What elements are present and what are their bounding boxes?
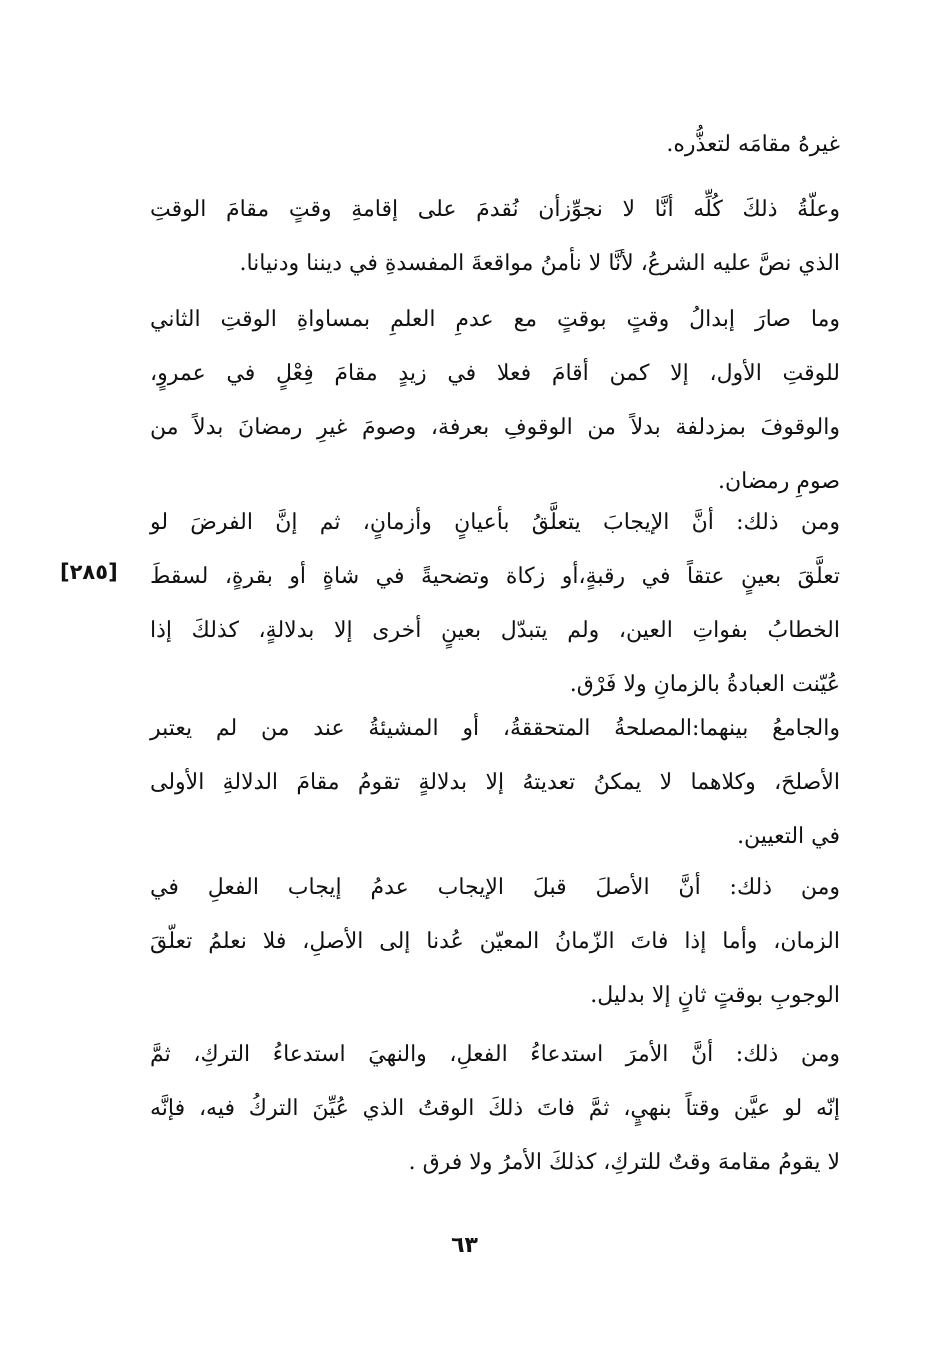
text-line: الخطابُ بفواتِ العين، ولم يتبدّل بعينٍ أخرى إلا بدلالةٍ، كذلكَ إذا: [150, 618, 840, 643]
text-line: وما صارَ إبدالُ وقتٍ بوقتٍ مع عدمِ العلمِ بمساواةِ الوقتِ الثاني: [150, 307, 840, 332]
text-line: عُيّنت العبادةُ بالزمانِ ولا فَرْق.: [569, 672, 840, 697]
paragraph-5: [150, 702, 840, 864]
text-line: الذي نصَّ عليه الشرعُ، لأنَّا لا نأمنُ مواقعةَ المفسدةِ في ديننا ودنيانا.: [239, 251, 840, 276]
text-line: ومن ذلك: أنَّ الإيجابَ يتعلَّقُ بأعيانٍ وأزمانٍ، ثم إنَّ الفرضَ لو: [150, 510, 840, 535]
text-line: غيرهُ مقامَه لتعذُّره.: [666, 132, 840, 157]
paragraph-2: [150, 183, 840, 291]
text-line: الوجوبِ بوقتٍ ثانٍ إلا بدليل.: [590, 983, 840, 1008]
text-line: وعلّةُ ذلكَ كُلِّه أنَّا لا نجوِّزأن نُقدمَ على إقامةِ وقتٍ مقامَ الوقتِ: [150, 197, 840, 222]
text-line: ومن ذلك: أنَّ الأصلَ قبلَ الإيجاب عدمُ إيجاب الفعلِ في: [150, 875, 840, 900]
text-line: صومِ رمضان.: [718, 469, 840, 494]
paragraph-6: [150, 861, 840, 1023]
page-number: ٦٣: [451, 1233, 478, 1258]
text-line: إنّه لو عيَّن وقتاً بنهيٍ، ثمَّ فاتَ ذلكَ الوقتُ الذي عُيِّنَ التركُ فيه، فإنَّه: [150, 1096, 840, 1121]
text-line: تعلَّقَ بعينٍ عتقاً في رقبةٍ،أو زكاة وتضحيةً في شاةٍ أو بقرةٍ، لسقطَ: [150, 564, 840, 589]
text-line: للوقتِ الأول، إلا كمن أقامَ فعلا في زيدٍ مقامَ فِعْلٍ في عمروٍ،: [150, 361, 840, 386]
paragraph-1: [150, 118, 840, 172]
marginal-reference: [٢٨٥]: [60, 560, 118, 584]
text-line: الأصلحَ، وكلاهما لا يمكنُ تعديتهُ إلا بدلالةٍ تقومُ مقامَ الدلالةِ الأولى: [150, 770, 840, 795]
text-line: لا يقومُ مقامهَ وقتٌ للتركِ، كذلكَ الأمرُ ولا فرق .: [408, 1150, 840, 1175]
text-line: في التعيين.: [737, 824, 840, 849]
text-line: الزمان، وأما إذا فاتَ الزّمانُ المعيّن عُدنا إلى الأصلِ، فلا نعلمُ تعلّقَ: [150, 929, 840, 954]
text-line: ومن ذلك: أنَّ الأمرَ استدعاءُ الفعلِ، والنهيَ استدعاءُ التركِ، ثمَّ: [150, 1042, 840, 1067]
paragraph-3: [150, 293, 840, 509]
paragraph-4: [150, 496, 840, 712]
text-line: والوقوفَ بمزدلفة بدلاً من الوقوفِ بعرفة، وصومَ غيرِ رمضانَ بدلاً من: [150, 415, 840, 440]
text-line: والجامعُ بينهما:المصلحةُ المتحققةُ، أو المشيئةُ عند من لم يعتبر: [150, 716, 840, 741]
paragraph-7: [150, 1028, 840, 1190]
